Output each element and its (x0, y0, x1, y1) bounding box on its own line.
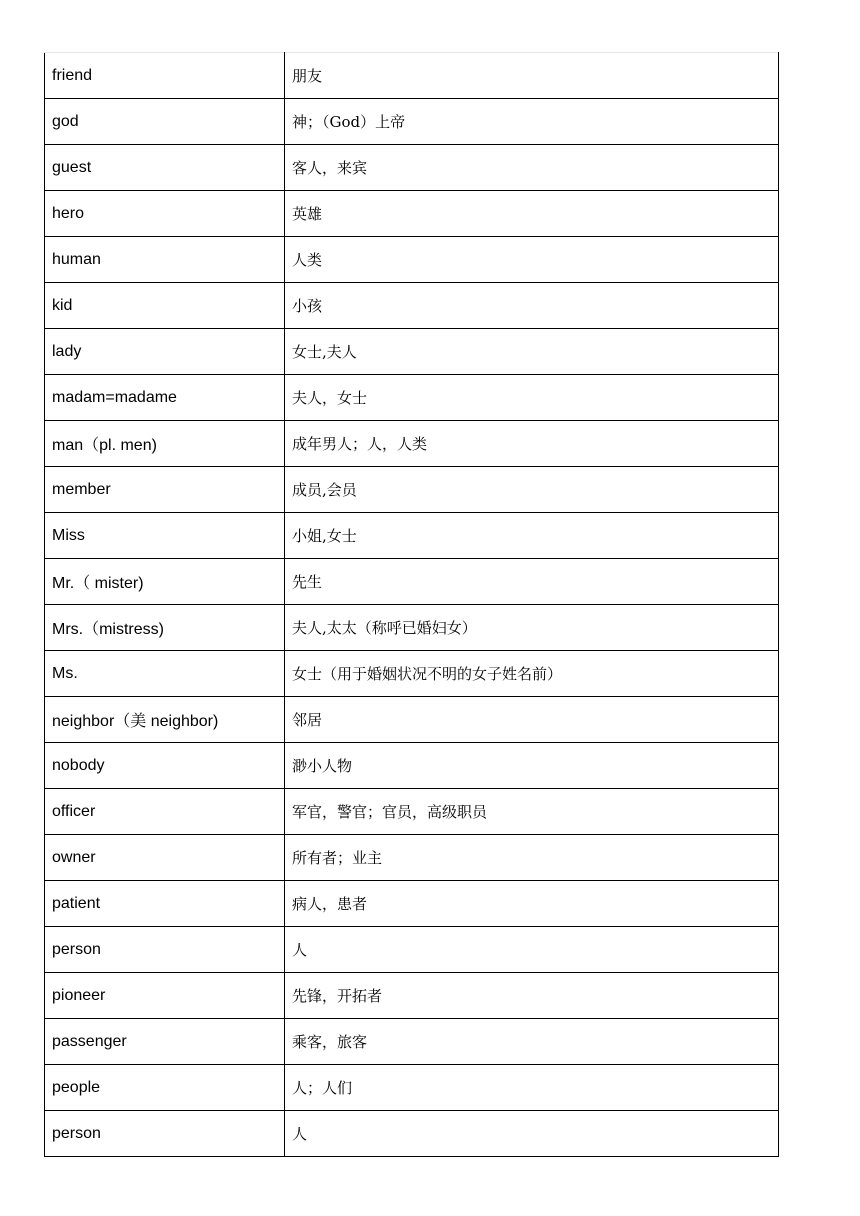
english-word-cell: people (45, 1065, 285, 1111)
table-row (45, 191, 779, 237)
english-word-cell: lady (45, 329, 285, 375)
chinese-meaning-cell: 成员,会员 (285, 467, 779, 513)
english-word-cell: patient (45, 881, 285, 927)
chinese-meaning-cell: 成年男人；人，人类 (285, 421, 779, 467)
chinese-meaning-cell: 夫人，女士 (285, 375, 779, 421)
english-word-cell: person (45, 1111, 285, 1157)
table-row (45, 145, 779, 191)
english-word-cell: Ms. (45, 651, 285, 697)
chinese-meaning-cell: 小孩 (285, 283, 779, 329)
table-row (45, 743, 779, 789)
table-row (45, 651, 779, 697)
vocabulary-table (44, 52, 779, 1157)
table-row (45, 375, 779, 421)
english-word-cell: madam=madame (45, 375, 285, 421)
table-row (45, 513, 779, 559)
chinese-meaning-cell: 神；（God）上帝 (285, 99, 779, 145)
table-row (45, 835, 779, 881)
table-row (45, 237, 779, 283)
table-row (45, 53, 779, 99)
table-row (45, 605, 779, 651)
chinese-meaning-cell: 先生 (285, 559, 779, 605)
table-row (45, 973, 779, 1019)
chinese-meaning-cell: 客人，来宾 (285, 145, 779, 191)
english-word-cell: friend (45, 53, 285, 99)
english-word-cell: pioneer (45, 973, 285, 1019)
chinese-meaning-cell: 朋友 (285, 53, 779, 99)
table-row (45, 697, 779, 743)
english-word-cell: man（pl. men) (45, 421, 285, 467)
chinese-meaning-cell: 所有者；业主 (285, 835, 779, 881)
table-row (45, 789, 779, 835)
english-word-cell: hero (45, 191, 285, 237)
table-row (45, 881, 779, 927)
table-row (45, 99, 779, 145)
table-row (45, 467, 779, 513)
english-word-cell: neighbor（美 neighbor) (45, 697, 285, 743)
chinese-meaning-cell: 女士（用于婚姻状况不明的女子姓名前） (285, 651, 779, 697)
table-row (45, 559, 779, 605)
english-word-cell: person (45, 927, 285, 973)
chinese-meaning-cell: 夫人,太太（称呼已婚妇女） (285, 605, 779, 651)
chinese-meaning-cell: 病人，患者 (285, 881, 779, 927)
table-row (45, 1111, 779, 1157)
chinese-meaning-cell: 渺小人物 (285, 743, 779, 789)
chinese-meaning-cell: 女士,夫人 (285, 329, 779, 375)
english-word-cell: human (45, 237, 285, 283)
english-word-cell: owner (45, 835, 285, 881)
chinese-meaning-cell: 小姐,女士 (285, 513, 779, 559)
english-word-cell: nobody (45, 743, 285, 789)
english-word-cell: Miss (45, 513, 285, 559)
english-word-cell: member (45, 467, 285, 513)
english-word-cell: god (45, 99, 285, 145)
chinese-meaning-cell: 乘客，旅客 (285, 1019, 779, 1065)
english-word-cell: Mr.（ mister) (45, 559, 285, 605)
chinese-meaning-cell: 人 (285, 927, 779, 973)
chinese-meaning-cell: 人；人们 (285, 1065, 779, 1111)
table-row (45, 329, 779, 375)
table-row (45, 1065, 779, 1111)
chinese-meaning-cell: 先锋，开拓者 (285, 973, 779, 1019)
chinese-meaning-cell: 人类 (285, 237, 779, 283)
table-row (45, 283, 779, 329)
table-row (45, 1019, 779, 1065)
chinese-meaning-cell: 邻居 (285, 697, 779, 743)
document-page (44, 52, 778, 1157)
chinese-meaning-cell: 人 (285, 1111, 779, 1157)
chinese-meaning-cell: 军官，警官；官员，高级职员 (285, 789, 779, 835)
english-word-cell: Mrs.（mistress) (45, 605, 285, 651)
table-row (45, 421, 779, 467)
table-row (45, 927, 779, 973)
english-word-cell: guest (45, 145, 285, 191)
english-word-cell: officer (45, 789, 285, 835)
english-word-cell: kid (45, 283, 285, 329)
english-word-cell: passenger (45, 1019, 285, 1065)
chinese-meaning-cell: 英雄 (285, 191, 779, 237)
